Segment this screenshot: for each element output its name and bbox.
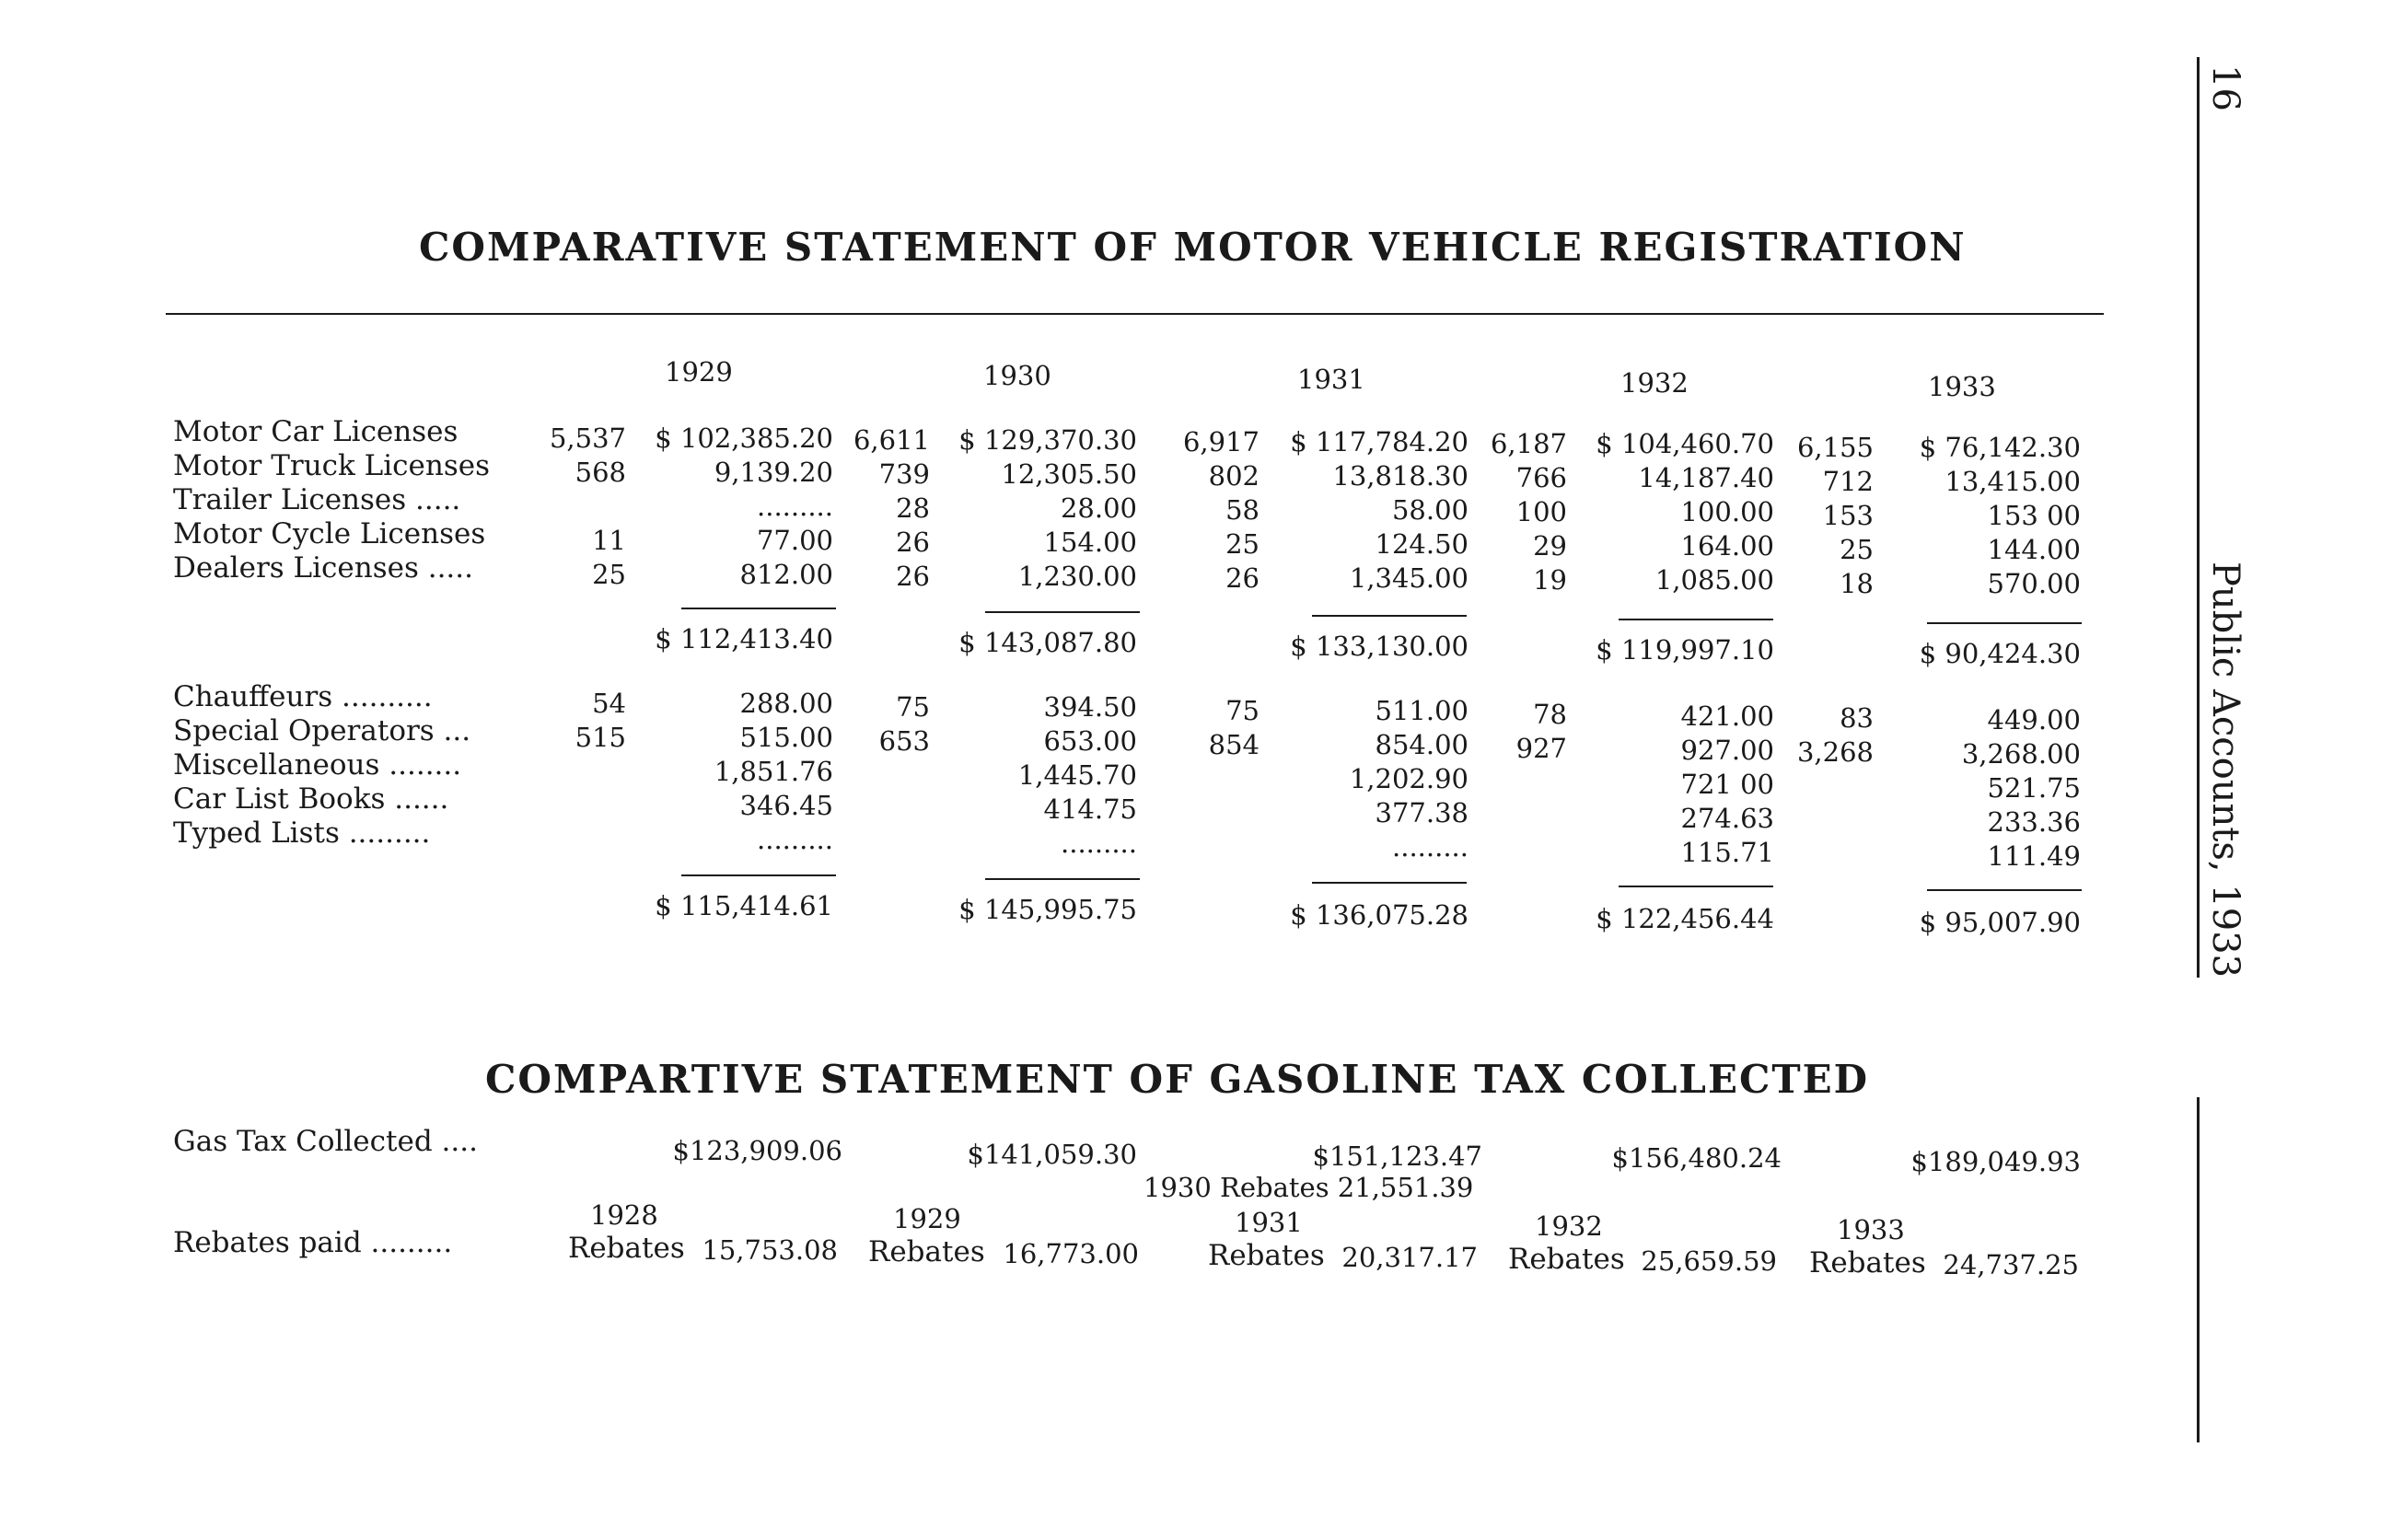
amount-cell: 274.63	[1680, 803, 1774, 834]
count-cell: 739	[878, 458, 930, 490]
total-cell: $ 145,995.75	[958, 894, 1137, 925]
count-cell: 100	[1515, 496, 1567, 527]
total-cell: $ 95,007.90	[1919, 907, 2081, 938]
rebate-amount: 20,317.17	[1341, 1242, 1478, 1273]
amount-cell: 13,818.30	[1332, 460, 1468, 492]
count-cell: 766	[1515, 462, 1567, 493]
amount-cell: 927.00	[1680, 735, 1774, 766]
amount-cell: 414.75	[1043, 793, 1137, 825]
amount-cell: 511.00	[1375, 695, 1468, 726]
page-number: 16	[2204, 64, 2246, 111]
count-cell: 26	[896, 561, 930, 592]
total-rule	[985, 878, 1140, 880]
gas-tax-cell: $123,909.06	[672, 1135, 842, 1166]
gas-tax-label: Gas Tax Collected ....	[173, 1125, 478, 1158]
total-rule	[1619, 886, 1773, 887]
rebates-1930-note: 1930 Rebates 21,551.39	[1143, 1172, 1474, 1203]
rebate-amount: 24,737.25	[1943, 1249, 2079, 1280]
row-label: Dealers Licenses .....	[173, 551, 473, 585]
amount-cell: 812.00	[739, 559, 833, 590]
count-cell: 515	[575, 722, 626, 753]
count-cell: 6,155	[1796, 432, 1874, 463]
amount-cell: 377.38	[1375, 797, 1468, 828]
gasoline-title: COMPARTIVE STATEMENT OF GASOLINE TAX COLLECTED	[485, 1057, 1870, 1102]
subtotal-cell: $ 112,413.40	[655, 623, 833, 654]
subtotal-rule	[1312, 615, 1467, 617]
rebates-paid-label: Rebates paid .........	[173, 1226, 453, 1259]
amount-cell: 58.00	[1391, 494, 1468, 526]
count-cell: 25	[1225, 528, 1260, 560]
amount-cell: $ 117,784.20	[1290, 426, 1468, 457]
count-cell: 6,611	[853, 424, 930, 456]
amount-cell: $ 129,370.30	[958, 424, 1137, 456]
header-rule	[166, 313, 2104, 315]
amount-cell: 28.00	[1060, 492, 1137, 524]
margin-rule-top	[2197, 57, 2200, 978]
amount-cell: 288.00	[739, 688, 833, 719]
count-cell: 927	[1515, 733, 1567, 764]
count-cell: 83	[1840, 702, 1874, 734]
year-header: 1930	[983, 360, 1051, 391]
rebate-amount: 25,659.59	[1641, 1245, 1777, 1277]
count-cell: 11	[592, 525, 626, 556]
year-header: 1931	[1297, 364, 1365, 395]
count-cell: 854	[1208, 729, 1260, 760]
subtotal-cell: $ 133,130.00	[1290, 631, 1468, 662]
amount-cell: 394.50	[1043, 691, 1137, 723]
rebates-word: Rebates	[1508, 1243, 1625, 1276]
year-header: 1929	[665, 356, 733, 388]
count-cell: 6,917	[1182, 426, 1260, 457]
rebate-year: 1931	[1235, 1207, 1303, 1238]
rebate-year: 1929	[893, 1203, 961, 1234]
amount-cell: .........	[757, 491, 833, 522]
subtotal-rule	[1927, 622, 2082, 624]
count-cell: 28	[896, 492, 930, 524]
count-cell: 568	[575, 457, 626, 488]
gas-tax-cell: $151,123.47	[1312, 1141, 1482, 1172]
amount-cell: 144.00	[1987, 534, 2081, 565]
amount-cell: $ 104,460.70	[1596, 428, 1774, 459]
count-cell: 58	[1225, 494, 1260, 526]
amount-cell: 153 00	[1987, 500, 2081, 531]
amount-cell: 854.00	[1375, 729, 1468, 760]
count-cell: 3,268	[1796, 736, 1874, 768]
amount-cell: 449.00	[1987, 704, 2081, 735]
amount-cell: 12,305.50	[1001, 458, 1137, 490]
row-label: Chauffeurs ..........	[173, 680, 433, 713]
count-cell: 75	[896, 691, 930, 723]
rebate-year: 1932	[1535, 1210, 1603, 1242]
row-label: Miscellaneous ........	[173, 748, 462, 782]
count-cell: 712	[1822, 466, 1874, 497]
rebates-word: Rebates	[568, 1232, 685, 1265]
amount-cell: 346.45	[739, 790, 833, 821]
amount-cell: 115.71	[1680, 837, 1774, 868]
amount-cell: $ 76,142.30	[1919, 432, 2081, 463]
total-rule	[681, 874, 836, 876]
rebate-amount: 15,753.08	[702, 1234, 838, 1266]
count-cell: 75	[1225, 695, 1260, 726]
registration-title: COMPARATIVE STATEMENT OF MOTOR VEHICLE REGISTRATION	[419, 225, 1967, 270]
count-cell: 54	[592, 688, 626, 719]
amount-cell: 1,445.70	[1017, 759, 1137, 791]
subtotal-rule	[985, 611, 1140, 613]
count-cell: 29	[1533, 530, 1567, 562]
row-label: Motor Truck Licenses	[173, 449, 490, 482]
amount-cell: .........	[1392, 831, 1468, 863]
rebate-amount: 16,773.00	[1003, 1238, 1139, 1269]
year-header: 1933	[1928, 371, 1996, 402]
amount-cell: $ 102,385.20	[655, 423, 833, 454]
subtotal-cell: $ 143,087.80	[958, 627, 1137, 658]
row-label: Typed Lists .........	[173, 816, 431, 850]
subtotal-cell: $ 119,997.10	[1596, 634, 1774, 666]
amount-cell: 13,415.00	[1944, 466, 2081, 497]
amount-cell: 233.36	[1987, 806, 2081, 838]
amount-cell: 421.00	[1680, 701, 1774, 732]
total-rule	[1312, 882, 1467, 884]
amount-cell: 1,851.76	[714, 756, 833, 787]
subtotal-cell: $ 90,424.30	[1919, 638, 2081, 669]
rebate-year: 1928	[590, 1199, 658, 1231]
count-cell: 18	[1840, 568, 1874, 599]
amount-cell: .........	[1061, 828, 1137, 859]
subtotal-rule	[1619, 619, 1773, 620]
margin-rule-bottom	[2197, 1097, 2200, 1442]
amount-cell: 111.49	[1987, 840, 2081, 872]
count-cell: 6,187	[1490, 428, 1567, 459]
count-cell: 25	[592, 559, 626, 590]
count-cell: 153	[1822, 500, 1874, 531]
running-title: Public Accounts, 1933	[2204, 562, 2246, 978]
row-label: Special Operators ...	[173, 714, 471, 747]
total-cell: $ 115,414.61	[655, 890, 833, 921]
amount-cell: 77.00	[756, 525, 833, 556]
count-cell: 653	[878, 725, 930, 757]
amount-cell: 1,230.00	[1017, 561, 1137, 592]
amount-cell: 515.00	[739, 722, 833, 753]
total-rule	[1927, 889, 2082, 891]
rebate-year: 1933	[1837, 1214, 1905, 1245]
amount-cell: 3,268.00	[1961, 738, 2081, 770]
amount-cell: 1,202.90	[1349, 763, 1468, 794]
total-cell: $ 122,456.44	[1596, 903, 1774, 934]
amount-cell: 154.00	[1043, 527, 1137, 558]
gas-tax-cell: $189,049.93	[1910, 1146, 2081, 1177]
subtotal-rule	[681, 608, 836, 609]
amount-cell: 1,345.00	[1349, 562, 1468, 594]
amount-cell: 9,139.20	[714, 457, 833, 488]
count-cell: 25	[1840, 534, 1874, 565]
amount-cell: 521.75	[1987, 772, 2081, 804]
total-cell: $ 136,075.28	[1290, 899, 1468, 931]
amount-cell: 124.50	[1375, 528, 1468, 560]
year-header: 1932	[1620, 367, 1689, 399]
count-cell: 802	[1208, 460, 1260, 492]
amount-cell: 164.00	[1680, 530, 1774, 562]
rebates-word: Rebates	[1208, 1239, 1325, 1272]
row-label: Motor Car Licenses	[173, 415, 459, 448]
count-cell: 19	[1533, 564, 1567, 596]
gas-tax-cell: $141,059.30	[967, 1139, 1137, 1170]
count-cell: 5,537	[549, 423, 626, 454]
gas-tax-cell: $156,480.24	[1611, 1142, 1782, 1174]
row-label: Trailer Licenses .....	[173, 483, 461, 516]
amount-cell: .........	[757, 824, 833, 855]
rebates-word: Rebates	[868, 1235, 985, 1268]
amount-cell: 100.00	[1680, 496, 1774, 527]
row-label: Motor Cycle Licenses	[173, 517, 486, 550]
count-cell: 78	[1533, 699, 1567, 730]
count-cell: 26	[896, 527, 930, 558]
amount-cell: 570.00	[1987, 568, 2081, 599]
amount-cell: 653.00	[1043, 725, 1137, 757]
count-cell: 26	[1225, 562, 1260, 594]
row-label: Car List Books ......	[173, 782, 449, 816]
rebates-word: Rebates	[1809, 1246, 1926, 1279]
amount-cell: 1,085.00	[1654, 564, 1774, 596]
amount-cell: 721 00	[1680, 769, 1774, 800]
amount-cell: 14,187.40	[1638, 462, 1774, 493]
